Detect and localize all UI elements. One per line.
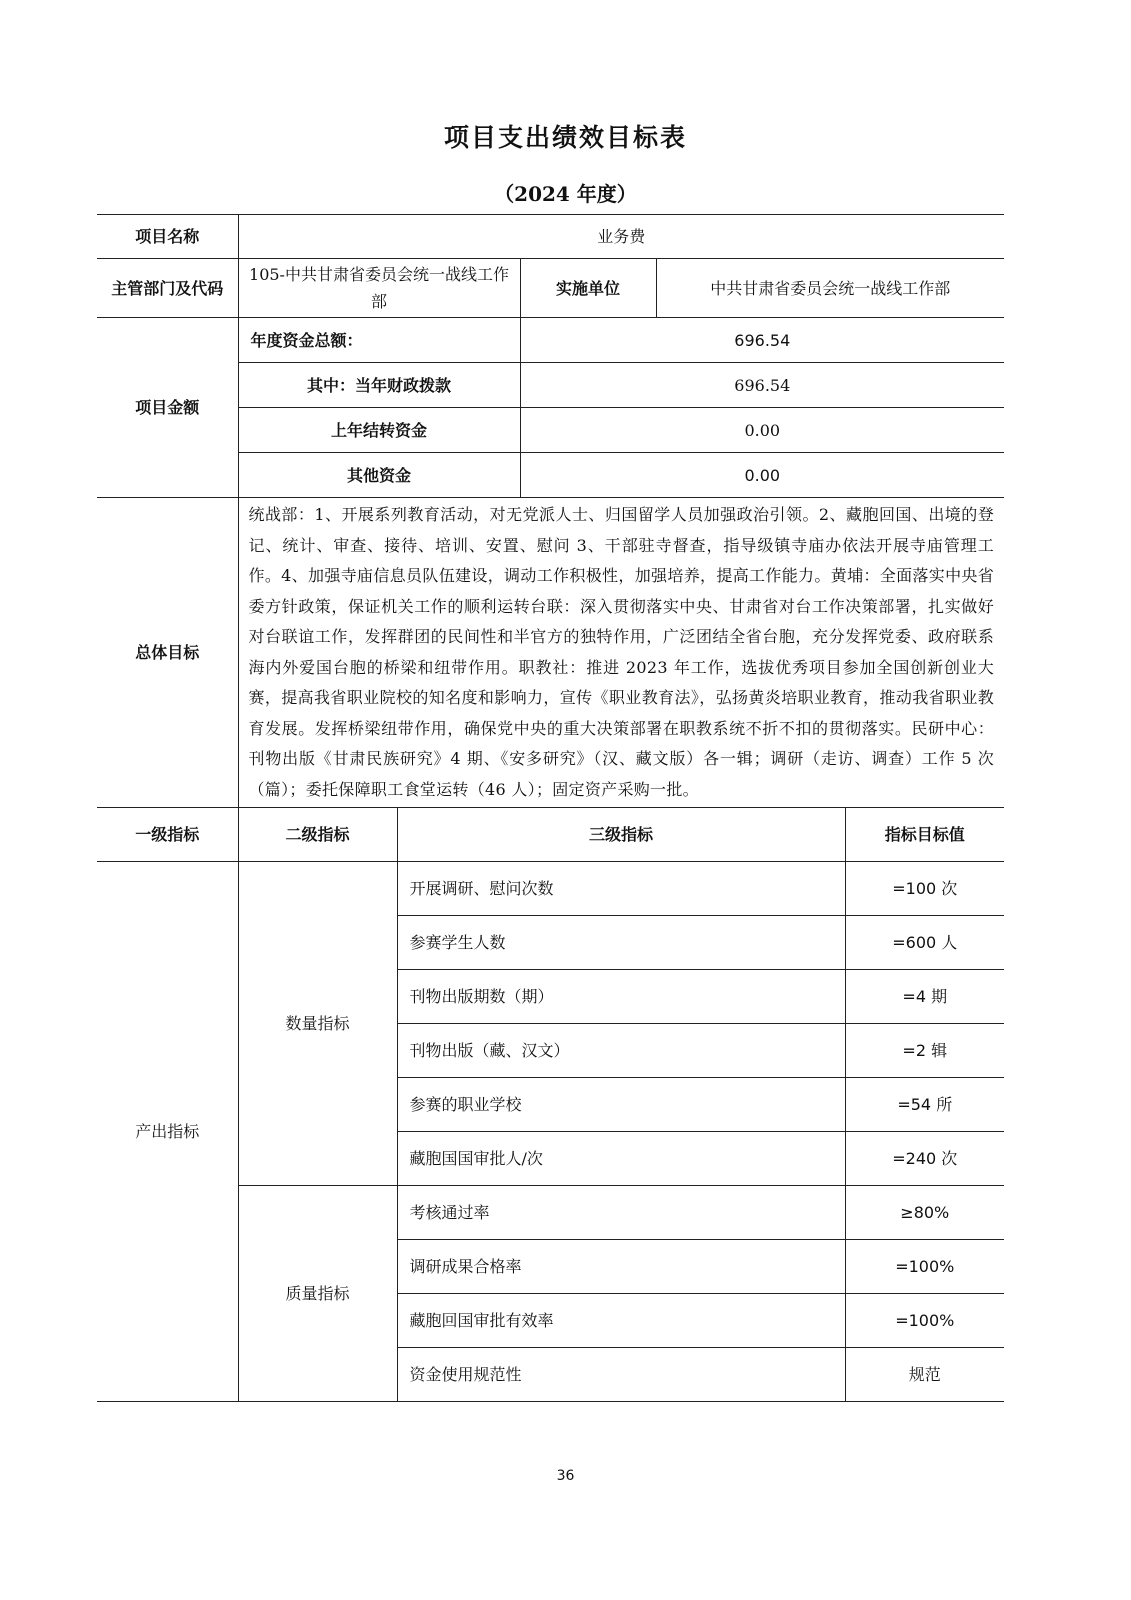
- overall-goal-text: 统战部：1、开展系列教育活动，对无党派人士、归国留学人员加强政治引领。2、藏胞回国、出境的登记、统计、审查、接待、培训、安置、慰问 3、干部驻寺督查，指导级镇寺庙办依法开展寺庙管理工作。4、加强寺庙信息员队伍建设，调动工作积极性，加强培养，提高工作能力。黄埔：全面落实中央省委方针政策，保证机关工作的顺利运转台联：深入贯彻落实中央、甘肃省对台工作决策部署，扎实做好对台联谊工作，发挥群团的民间性和半官方的独特作用，广泛团结全省台胞，充分发挥党委、政府联系海内外爱国台胞的桥梁和纽带作用。职教社：推进 2023 年工作，选拔优秀项目参加全国创新创业大赛，提高我省职业院校的知名度和影响力，宣传《职业教育法》，弘扬黄炎培职业教育，推动我省职业教育发展。发挥桥梁纽带作用，确保党中央的重大决策部署在职教系统不折不扣的贯彻落实。民研中心：刊物出版《甘肃民族研究》4 期、《安多研究》（汉、藏文版）各一辑；调研（走访、调查）工作 5 次（篇）；委托保障职工食堂运转（46 人）；固定资产采购一批。: [238, 498, 1004, 808]
- indicator-name: 考核通过率: [397, 1186, 845, 1240]
- indicator-value: 规范: [845, 1348, 1004, 1402]
- impl-unit-value: 中共甘肃省委员会统一战线工作部: [656, 259, 1004, 318]
- indicator-value: =100 次: [845, 862, 1004, 916]
- indicator-name: 刊物出版（藏、汉文）: [397, 1024, 845, 1078]
- indicator-name: 藏胞国国审批人/次: [397, 1132, 845, 1186]
- funds-carryover-value: 0.00: [520, 408, 1004, 453]
- overall-goal-label: 总体目标: [97, 498, 238, 808]
- indicator-value: =240 次: [845, 1132, 1004, 1186]
- funds-current-label: 其中：当年财政拨款: [238, 363, 520, 408]
- project-name-row: [97, 215, 1004, 259]
- performance-target-table: [97, 214, 1004, 1402]
- level2-quantity: 数量指标: [238, 862, 397, 1186]
- indicator-name: 刊物出版期数（期）: [397, 970, 845, 1024]
- indicator-name: 调研成果合格率: [397, 1240, 845, 1294]
- header-target-value: 指标目标值: [845, 808, 1004, 862]
- indicator-value: =54 所: [845, 1078, 1004, 1132]
- indicator-value: =4 期: [845, 970, 1004, 1024]
- indicator-value: ≥80%: [845, 1186, 1004, 1240]
- indicator-value: =600 人: [845, 916, 1004, 970]
- impl-unit-label: 实施单位: [520, 259, 656, 318]
- indicator-name: 藏胞回国审批有效率: [397, 1294, 845, 1348]
- page-number: 36: [556, 1468, 575, 1484]
- header-level2: 二级指标: [238, 808, 397, 862]
- funds-carryover-label: 上年结转资金: [238, 408, 520, 453]
- document-subtitle: （2024 年度）: [494, 182, 637, 206]
- document-title: 项目支出绩效目标表: [443, 123, 687, 152]
- funds-row: [97, 318, 1004, 363]
- dept-label: 主管部门及代码: [97, 259, 238, 318]
- department-row: [97, 259, 1004, 318]
- indicator-value: =100%: [845, 1240, 1004, 1294]
- funds-current-value: 696.54: [520, 363, 1004, 408]
- dept-value: 105-中共甘肃省委员会统一战线工作部: [238, 259, 520, 318]
- project-name-label: 项目名称: [97, 215, 238, 259]
- indicator-value: =100%: [845, 1294, 1004, 1348]
- level2-quality: 质量指标: [238, 1186, 397, 1402]
- funds-other-label: 其他资金: [238, 453, 520, 498]
- indicator-name: 参赛的职业学校: [397, 1078, 845, 1132]
- indicator-name: 开展调研、慰问次数: [397, 862, 845, 916]
- overall-goal-row: [97, 498, 1004, 808]
- indicator-value: =2 辑: [845, 1024, 1004, 1078]
- funds-label: 项目金额: [97, 318, 238, 498]
- header-level1: 一级指标: [97, 808, 238, 862]
- level1-output: 产出指标: [97, 862, 238, 1402]
- funds-other-value: 0.00: [520, 453, 1004, 498]
- indicator-name: 参赛学生人数: [397, 916, 845, 970]
- funds-total-value: 696.54: [520, 318, 1004, 363]
- project-name-value: 业务费: [238, 215, 1004, 259]
- indicator-row: [97, 862, 1004, 916]
- indicator-name: 资金使用规范性: [397, 1348, 845, 1402]
- funds-total-label: 年度资金总额：: [238, 318, 520, 363]
- indicator-header-row: [97, 808, 1004, 862]
- header-level3: 三级指标: [397, 808, 845, 862]
